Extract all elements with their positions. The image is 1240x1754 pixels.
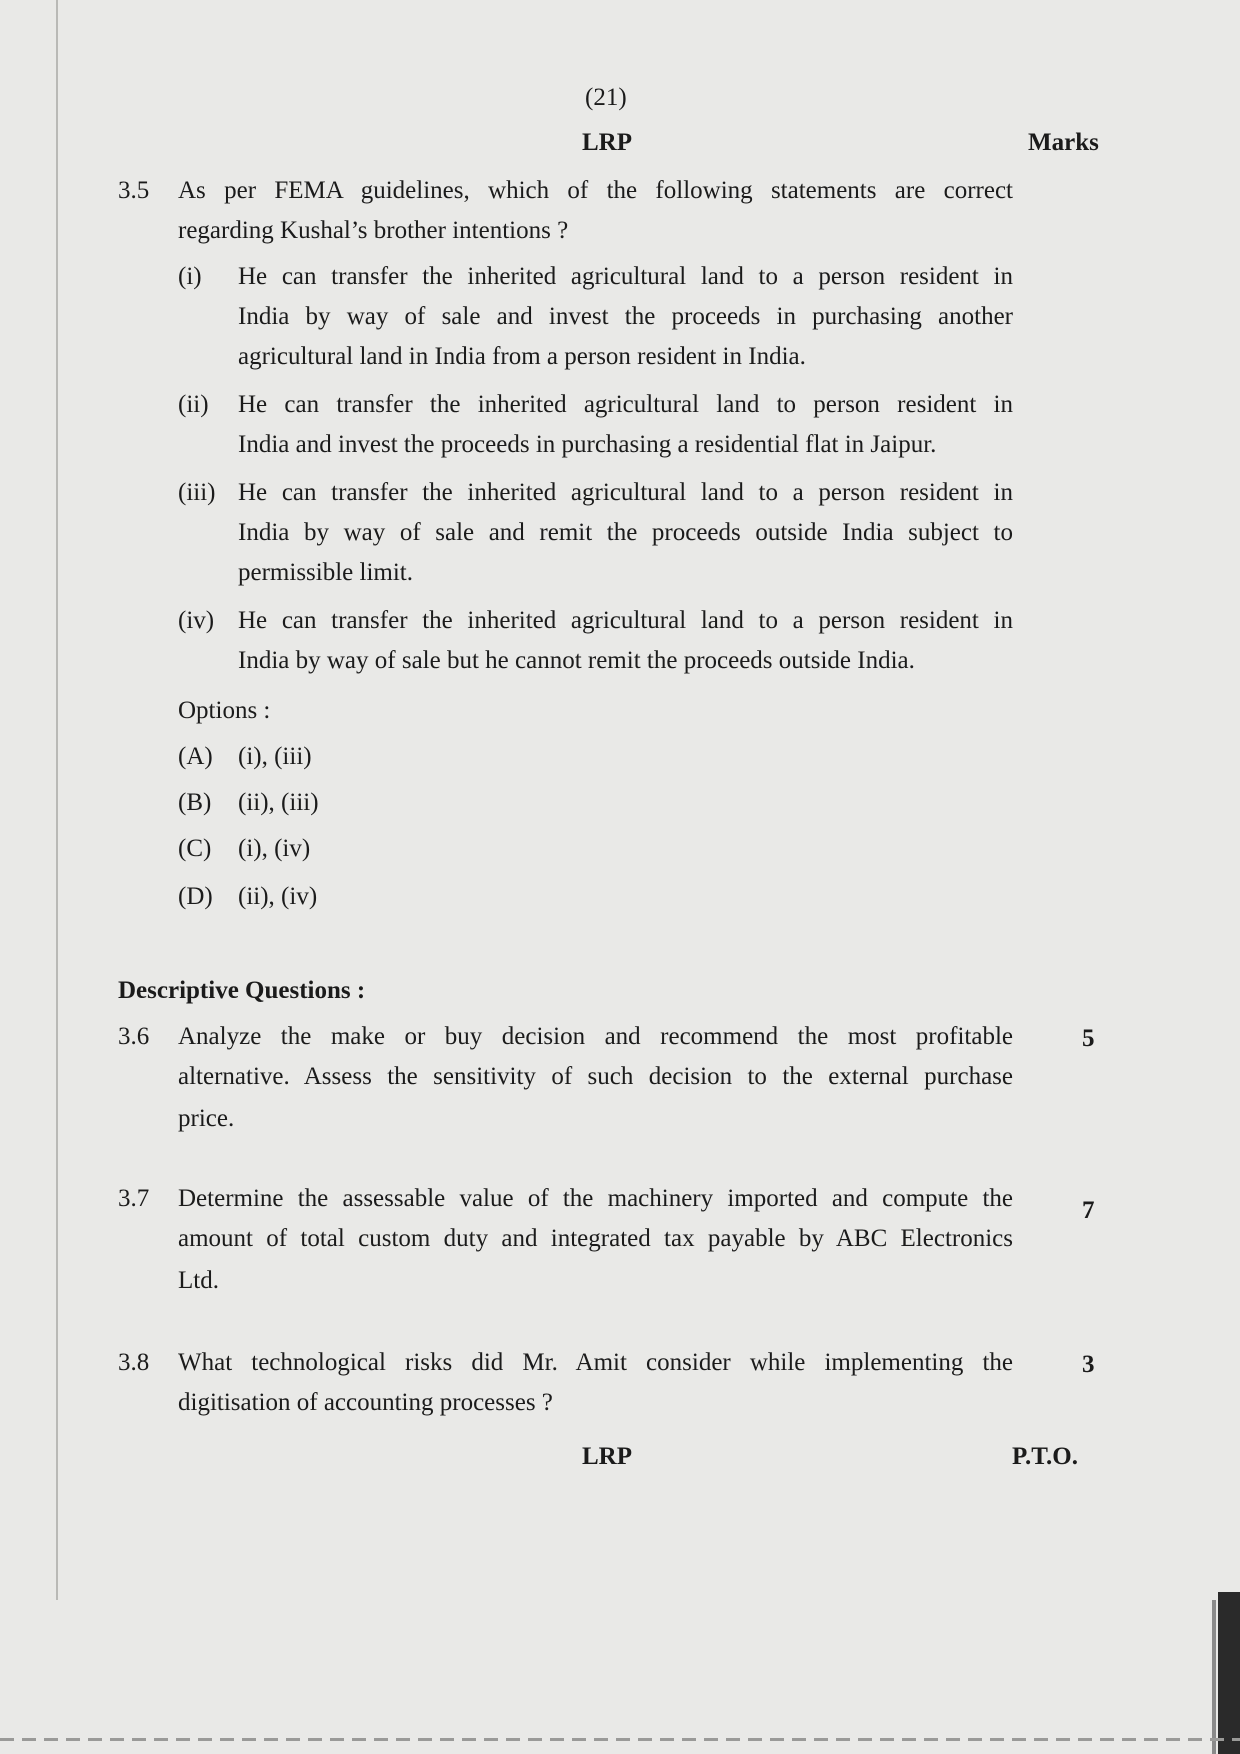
marks-column-label: Marks bbox=[1028, 129, 1099, 156]
question-3-6-line-3: price. bbox=[178, 1105, 235, 1132]
statement-i-line-1: He can transfer the inherited agricultural land to a person resident in bbox=[238, 263, 1013, 290]
statement-iii-line-1: He can transfer the inherited agricultural land to a person resident in bbox=[238, 479, 1013, 506]
option-b-text: (ii), (iii) bbox=[238, 789, 319, 816]
option-c-label: (C) bbox=[178, 835, 212, 862]
option-d-label: (D) bbox=[178, 883, 213, 910]
question-3-7-line-1: Determine the assessable value of the machinery imported and compute the bbox=[178, 1185, 1013, 1212]
question-3-5-text-line-1: As per FEMA guidelines, which of the following statements are correct bbox=[178, 177, 1013, 204]
question-3-6-line-1: Analyze the make or buy decision and recommend the most profitable bbox=[178, 1023, 1013, 1050]
option-a-text: (i), (iii) bbox=[238, 743, 312, 770]
page-number: (21) bbox=[585, 84, 627, 111]
statement-iv-line-2: India by way of sale but he cannot remit the proceeds outside India. bbox=[238, 647, 915, 674]
statement-label-iii: (iii) bbox=[178, 479, 216, 506]
statement-label-ii: (ii) bbox=[178, 391, 209, 418]
statement-iii-line-3: permissible limit. bbox=[238, 559, 413, 586]
option-d-text: (ii), (iv) bbox=[238, 883, 318, 910]
question-3-6-line-2: alternative. Assess the sensitivity of such decision to the external purchase bbox=[178, 1063, 1013, 1090]
option-a-label: (A) bbox=[178, 743, 213, 770]
page-shadow-right bbox=[1212, 1600, 1216, 1754]
statement-ii-line-2: India and invest the proceeds in purchasing a residential flat in Jaipur. bbox=[238, 431, 937, 458]
paper-code-header: LRP bbox=[582, 129, 632, 156]
question-number-3-7: 3.7 bbox=[118, 1185, 150, 1212]
paper-code-footer: LRP bbox=[582, 1443, 632, 1470]
question-3-8-line-2: digitisation of accounting processes ? bbox=[178, 1389, 553, 1416]
marks-3-6: 5 bbox=[1082, 1025, 1095, 1052]
question-3-7-line-2: amount of total custom duty and integrated tax payable by ABC Electronics bbox=[178, 1225, 1013, 1252]
options-label: Options : bbox=[178, 697, 271, 724]
descriptive-questions-heading: Descriptive Questions : bbox=[118, 977, 366, 1004]
statement-label-i: (i) bbox=[178, 263, 202, 290]
page-edge-left bbox=[56, 0, 58, 1600]
question-number-3-8: 3.8 bbox=[118, 1349, 150, 1376]
statement-ii-line-1: He can transfer the inherited agricultural land to person resident in bbox=[238, 391, 1013, 418]
page-edge-right bbox=[1218, 1592, 1240, 1754]
question-3-5-text-line-2: regarding Kushal’s brother intentions ? bbox=[178, 217, 569, 244]
perforation-line bbox=[0, 1738, 1240, 1741]
statement-label-iv: (iv) bbox=[178, 607, 215, 634]
please-turn-over: P.T.O. bbox=[1012, 1443, 1078, 1470]
option-c-text: (i), (iv) bbox=[238, 835, 311, 862]
option-b-label: (B) bbox=[178, 789, 212, 816]
statement-i-line-2: India by way of sale and invest the proceeds in purchasing another bbox=[238, 303, 1013, 330]
question-3-7-line-3: Ltd. bbox=[178, 1267, 219, 1294]
statement-i-line-3: agricultural land in India from a person resident in India. bbox=[238, 343, 806, 370]
statement-iii-line-2: India by way of sale and remit the proceeds outside India subject to bbox=[238, 519, 1013, 546]
question-number-3-6: 3.6 bbox=[118, 1023, 150, 1050]
question-3-8-line-1: What technological risks did Mr. Amit consider while implementing the bbox=[178, 1349, 1013, 1376]
marks-3-8: 3 bbox=[1082, 1351, 1095, 1378]
question-number-3-5: 3.5 bbox=[118, 177, 150, 204]
marks-3-7: 7 bbox=[1082, 1197, 1095, 1224]
statement-iv-line-1: He can transfer the inherited agricultural land to a person resident in bbox=[238, 607, 1013, 634]
